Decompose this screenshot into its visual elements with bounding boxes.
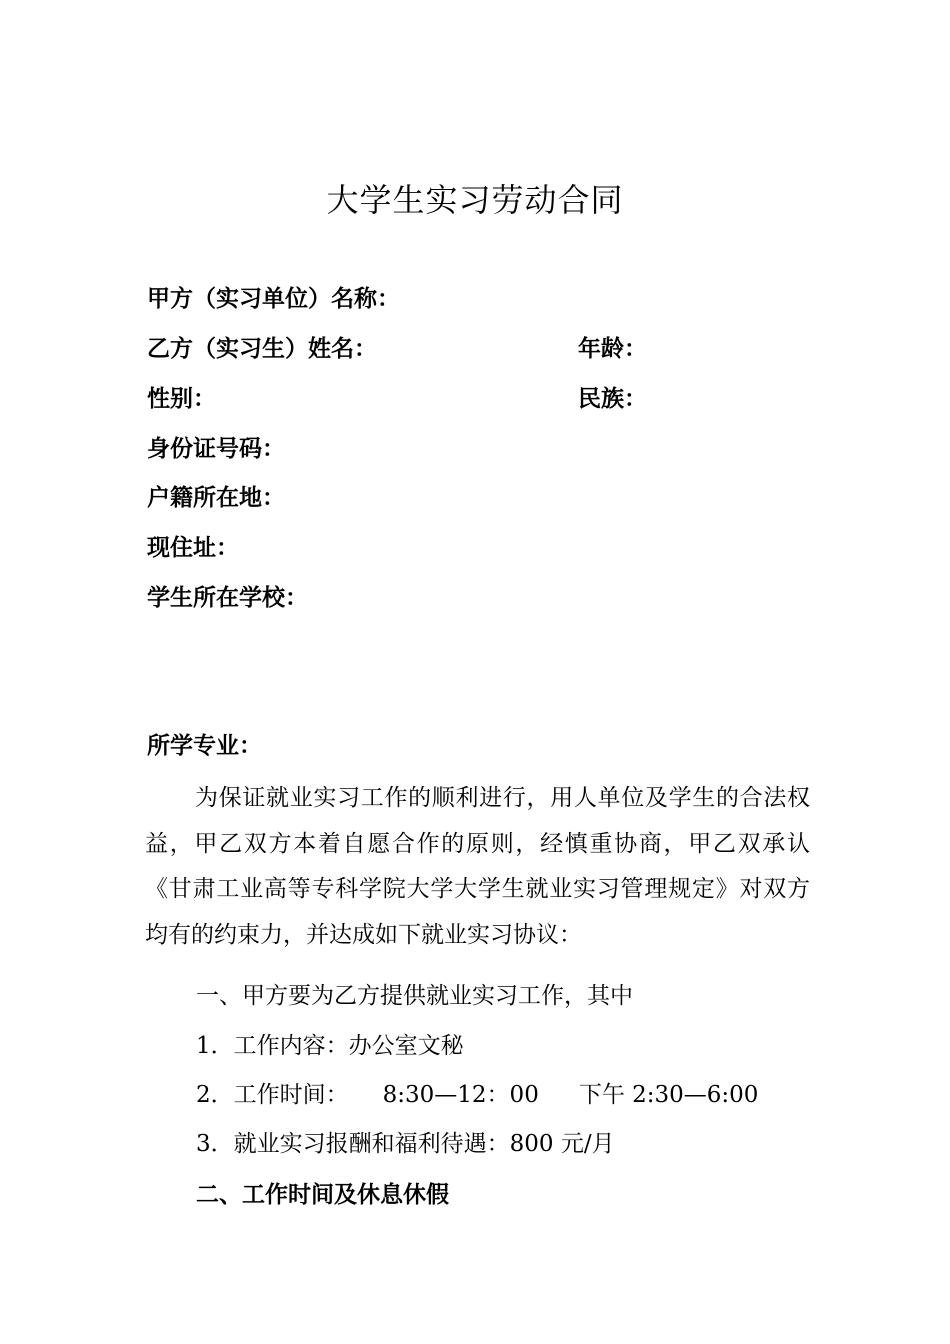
field-id-number: 身份证号码： [147,436,285,462]
field-household-registration: 户籍所在地： [147,485,285,511]
clause-1-heading: 一、甲方要为乙方提供就业实习工作，其中 [196,983,633,1009]
document-title: 大学生实习劳动合同 [326,181,624,219]
field-ethnicity: 民族： [578,386,647,412]
work-time-afternoon: 下午 2:30—6:00 [578,1082,759,1108]
section-2-heading: 二、工作时间及休息休假 [196,1182,449,1208]
clause-1-item-1: 1．工作内容：办公室文秘 [196,1033,464,1059]
field-gender: 性别： [147,386,216,412]
field-party-b-name: 乙方（实习生）姓名： [147,336,377,362]
clause-1-item-2 [196,1078,758,1112]
field-current-address: 现住址： [147,535,239,561]
clause-1-item-3: 3．就业实习报酬和福利待遇：800 元/月 [196,1131,615,1157]
work-time-morning: 8:30—12：00 [382,1082,539,1108]
work-time-label: 2．工作时间： [196,1082,349,1108]
field-age: 年龄： [578,336,647,362]
field-school: 学生所在学校： [147,585,308,611]
field-party-a-name: 甲方（实习单位）名称： [147,286,400,312]
field-major: 所学专业： [147,733,262,759]
intro-paragraph: 为保证就业实习工作的顺利进行，用人单位及学生的合法权益，甲乙双方本着自愿合作的原则，经慎重协商，甲乙双承认《甘肃工业高等专科学院大学大学生就业实习管理规定》对双方均有的约束力，并达成如下就业实习协议： [145,785,810,948]
